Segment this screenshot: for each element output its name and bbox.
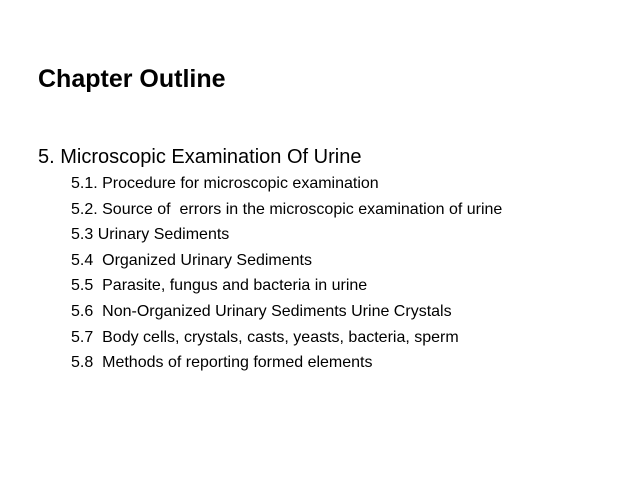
outline-sub-item: 5.2. Source of errors in the microscopic examination of urine bbox=[71, 200, 503, 218]
outline-sub-item: 5.7 Body cells, crystals, casts, yeasts, bacteria, sperm bbox=[71, 328, 459, 346]
outline-sub-item: 5.4 Organized Urinary Sediments bbox=[71, 251, 312, 269]
outline-sub-item: 5.5 Parasite, fungus and bacteria in urine bbox=[71, 277, 368, 295]
outline-sub-item: 5.1. Procedure for microscopic examination bbox=[71, 175, 379, 192]
outline-sub-item: 5.3 Urinary Sediments bbox=[71, 226, 230, 244]
outline-main-item: 5. Microscopic Examination Of Urine bbox=[38, 146, 362, 168]
outline-sub-item: 5.8 Methods of reporting formed elements bbox=[71, 354, 373, 372]
slide-title: Chapter Outline bbox=[38, 65, 226, 93]
outline-sub-item: 5.6 Non-Organized Urinary Sediments Urine Crystals bbox=[71, 302, 452, 320]
outline-sub-list bbox=[71, 171, 502, 376]
